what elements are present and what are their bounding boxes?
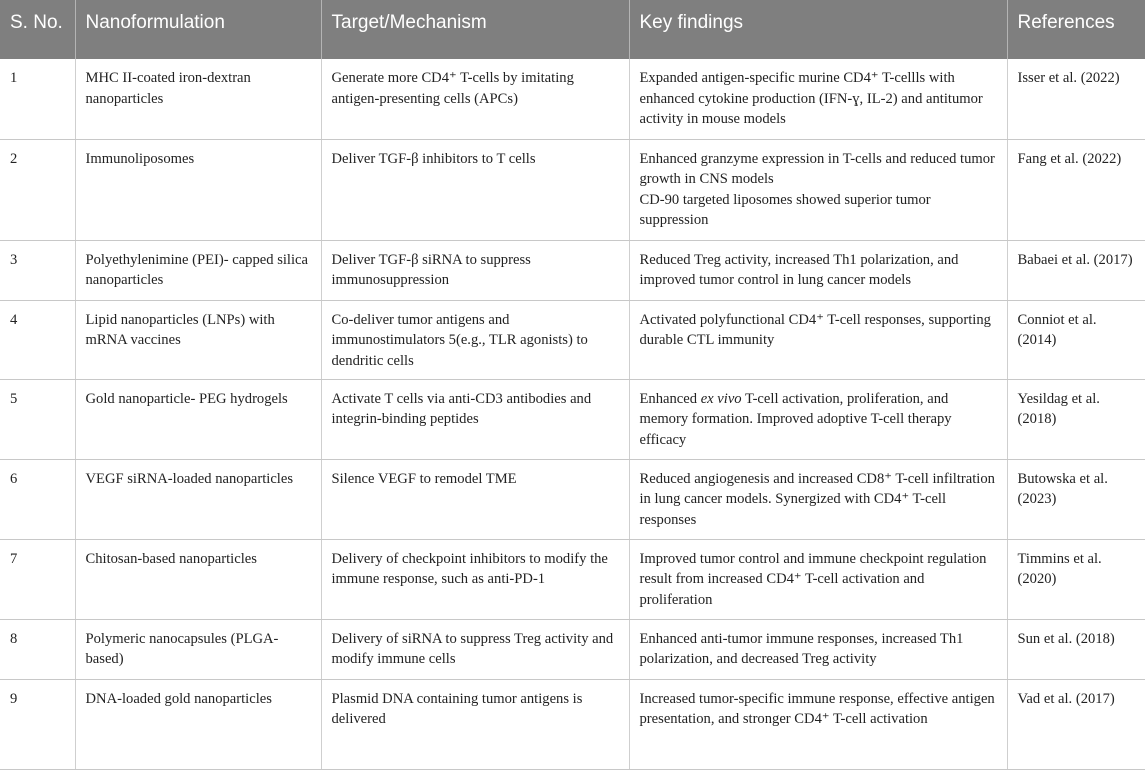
cell-target: Delivery of checkpoint inhibitors to modify the immune response, such as anti-PD-1 (321, 539, 629, 619)
header-target-mechanism: Target/Mechanism (321, 0, 629, 59)
cell-reference: Conniot et al. (2014) (1007, 300, 1145, 379)
cell-findings: Increased tumor-specific immune response, effective antigen presentation, and stronger CD4⁺ T-cell activation (629, 679, 1007, 769)
findings-line: CD-90 targeted liposomes showed superior tumor suppression (639, 191, 931, 229)
cell-nanoformulation: Lipid nanoparticles (LNPs) with mRNA vaccines (75, 300, 321, 379)
cell-sno: 9 (0, 679, 75, 769)
cell-reference: Sun et al. (2018) (1007, 619, 1145, 679)
cell-sno: 8 (0, 619, 75, 679)
cell-target: Deliver TGF-β siRNA to suppress immunosuppression (321, 240, 629, 300)
cell-nanoformulation: Polyethylenimine (PEI)- capped silica nanoparticles (75, 240, 321, 300)
cell-sno: 1 (0, 59, 75, 139)
findings-line: Enhanced granzyme expression in T-cells and reduced tumor growth in CNS models (639, 150, 995, 188)
header-sno: S. No. (0, 0, 75, 59)
cell-target: Plasmid DNA containing tumor antigens is delivered (321, 679, 629, 769)
cell-target: Delivery of siRNA to suppress Treg activity and modify immune cells (321, 619, 629, 679)
cell-target: Generate more CD4⁺ T-cells by imitating antigen-presenting cells (APCs) (321, 59, 629, 139)
cell-findings: Enhanced anti-tumor immune responses, increased Th1 polarization, and decreased Treg activity (629, 619, 1007, 679)
cell-target: Deliver TGF-β inhibitors to T cells (321, 139, 629, 240)
cell-sno: 2 (0, 139, 75, 240)
header-row (0, 0, 1145, 59)
cell-reference: Fang et al. (2022) (1007, 139, 1145, 240)
cell-findings: Reduced angiogenesis and increased CD8⁺ T-cell infiltration in lung cancer models. Synergized with CD4⁺ T-cell responses (629, 459, 1007, 539)
cell-sno: 3 (0, 240, 75, 300)
cell-nanoformulation: MHC II-coated iron-dextran nanoparticles (75, 59, 321, 139)
cell-findings: Reduced Treg activity, increased Th1 polarization, and improved tumor control in lung cancer models (629, 240, 1007, 300)
cell-nanoformulation: Immunoliposomes (75, 139, 321, 240)
header-key-findings: Key findings (629, 0, 1007, 59)
table-row (0, 539, 1145, 619)
table-row (0, 679, 1145, 769)
cell-reference: Babaei et al. (2017) (1007, 240, 1145, 300)
cell-target: Co-deliver tumor antigens and immunostimulators 5(e.g., TLR agonists) to dendritic cells (321, 300, 629, 379)
table-row (0, 59, 1145, 139)
cell-reference: Isser et al. (2022) (1007, 59, 1145, 139)
cell-reference: Vad et al. (2017) (1007, 679, 1145, 769)
cell-nanoformulation: Chitosan-based nanoparticles (75, 539, 321, 619)
findings-text: Enhanced (639, 390, 701, 407)
cell-findings (629, 379, 1007, 459)
cell-target: Activate T cells via anti-CD3 antibodies and integrin-binding peptides (321, 379, 629, 459)
table-row (0, 300, 1145, 379)
cell-nanoformulation: VEGF siRNA-loaded nanoparticles (75, 459, 321, 539)
cell-reference: Yesildag et al. (2018) (1007, 379, 1145, 459)
cell-nanoformulation: DNA-loaded gold nanoparticles (75, 679, 321, 769)
cell-findings: Improved tumor control and immune checkpoint regulation result from increased CD4⁺ T-cell activation and proliferation (629, 539, 1007, 619)
cell-reference: Timmins et al. (2020) (1007, 539, 1145, 619)
cell-reference: Butowska et al. (2023) (1007, 459, 1145, 539)
cell-target: Silence VEGF to remodel TME (321, 459, 629, 539)
cell-findings (629, 139, 1007, 240)
findings-text: T-cell activation, proliferation, and memory formation. Improved adoptive T-cell therapy efficacy (639, 390, 952, 448)
cell-findings: Expanded antigen-specific murine CD4⁺ T-cellls with enhanced cytokine production (IFN-ɣ, IL-2) and antitumor activity in mouse models (629, 59, 1007, 139)
cell-nanoformulation: Gold nanoparticle- PEG hydrogels (75, 379, 321, 459)
header-nanoformulation: Nanoformulation (75, 0, 321, 59)
header-references: References (1007, 0, 1145, 59)
findings-italic: ex vivo (700, 390, 742, 407)
table-row (0, 619, 1145, 679)
table-row (0, 139, 1145, 240)
table-row (0, 379, 1145, 459)
cell-sno: 6 (0, 459, 75, 539)
cell-sno: 7 (0, 539, 75, 619)
table-row (0, 240, 1145, 300)
cell-nanoformulation: Polymeric nanocapsules (PLGA-based) (75, 619, 321, 679)
table-row (0, 459, 1145, 539)
cell-sno: 5 (0, 379, 75, 459)
cell-findings: Activated polyfunctional CD4⁺ T-cell responses, supporting durable CTL immunity (629, 300, 1007, 379)
cell-sno: 4 (0, 300, 75, 379)
